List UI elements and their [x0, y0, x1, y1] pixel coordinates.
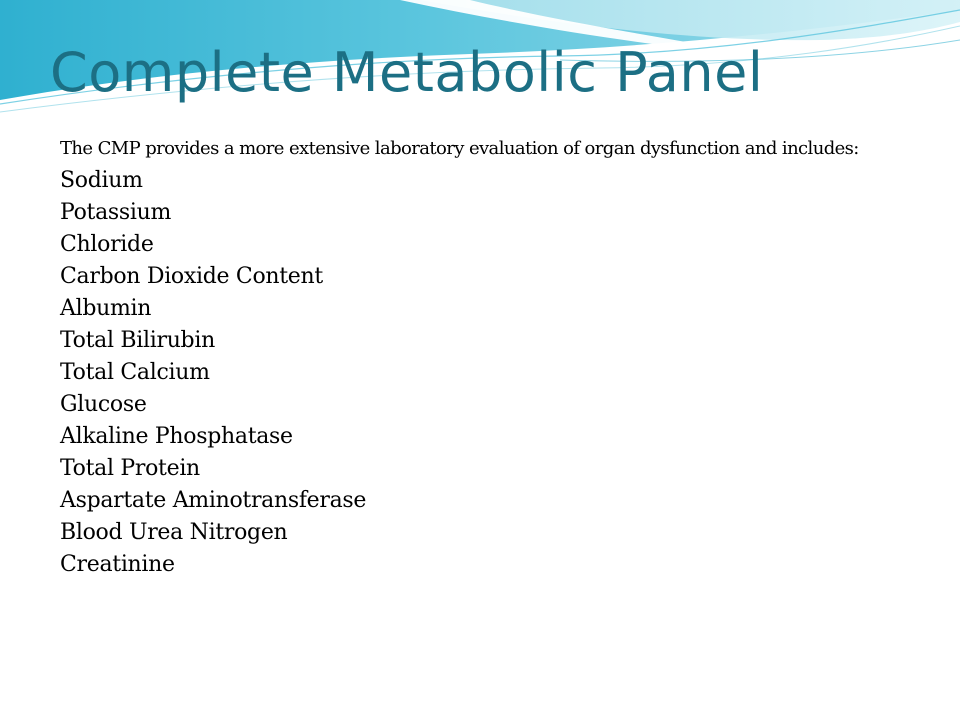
list-item-total-bilirubin: Total Bilirubin [60, 328, 215, 353]
slide-body [60, 138, 900, 581]
list-item-glucose: Glucose [60, 392, 147, 417]
list-item-total-calcium: Total Calcium [60, 360, 210, 385]
test-list [60, 165, 900, 581]
list-item-creatinine: Creatinine [60, 552, 175, 577]
list-item-sodium: Sodium [60, 168, 143, 193]
intro-text: The CMP provides a more extensive laboratory evaluation of organ dysfunction and includes: [60, 138, 859, 159]
list-item-albumin: Albumin [60, 296, 152, 321]
list-item-alkaline-phosphatase: Alkaline Phosphatase [60, 424, 293, 449]
list-item-potassium: Potassium [60, 200, 172, 225]
list-item-chloride: Chloride [60, 232, 154, 257]
list-item-total-protein: Total Protein [60, 456, 200, 481]
list-item-blood-urea-nitrogen: Blood Urea Nitrogen [60, 520, 288, 545]
slide-title: Complete Metabolic Panel [50, 41, 764, 104]
list-item-aspartate-aminotransferase: Aspartate Aminotransferase [60, 488, 367, 513]
list-item-carbon-dioxide: Carbon Dioxide Content [60, 264, 323, 289]
